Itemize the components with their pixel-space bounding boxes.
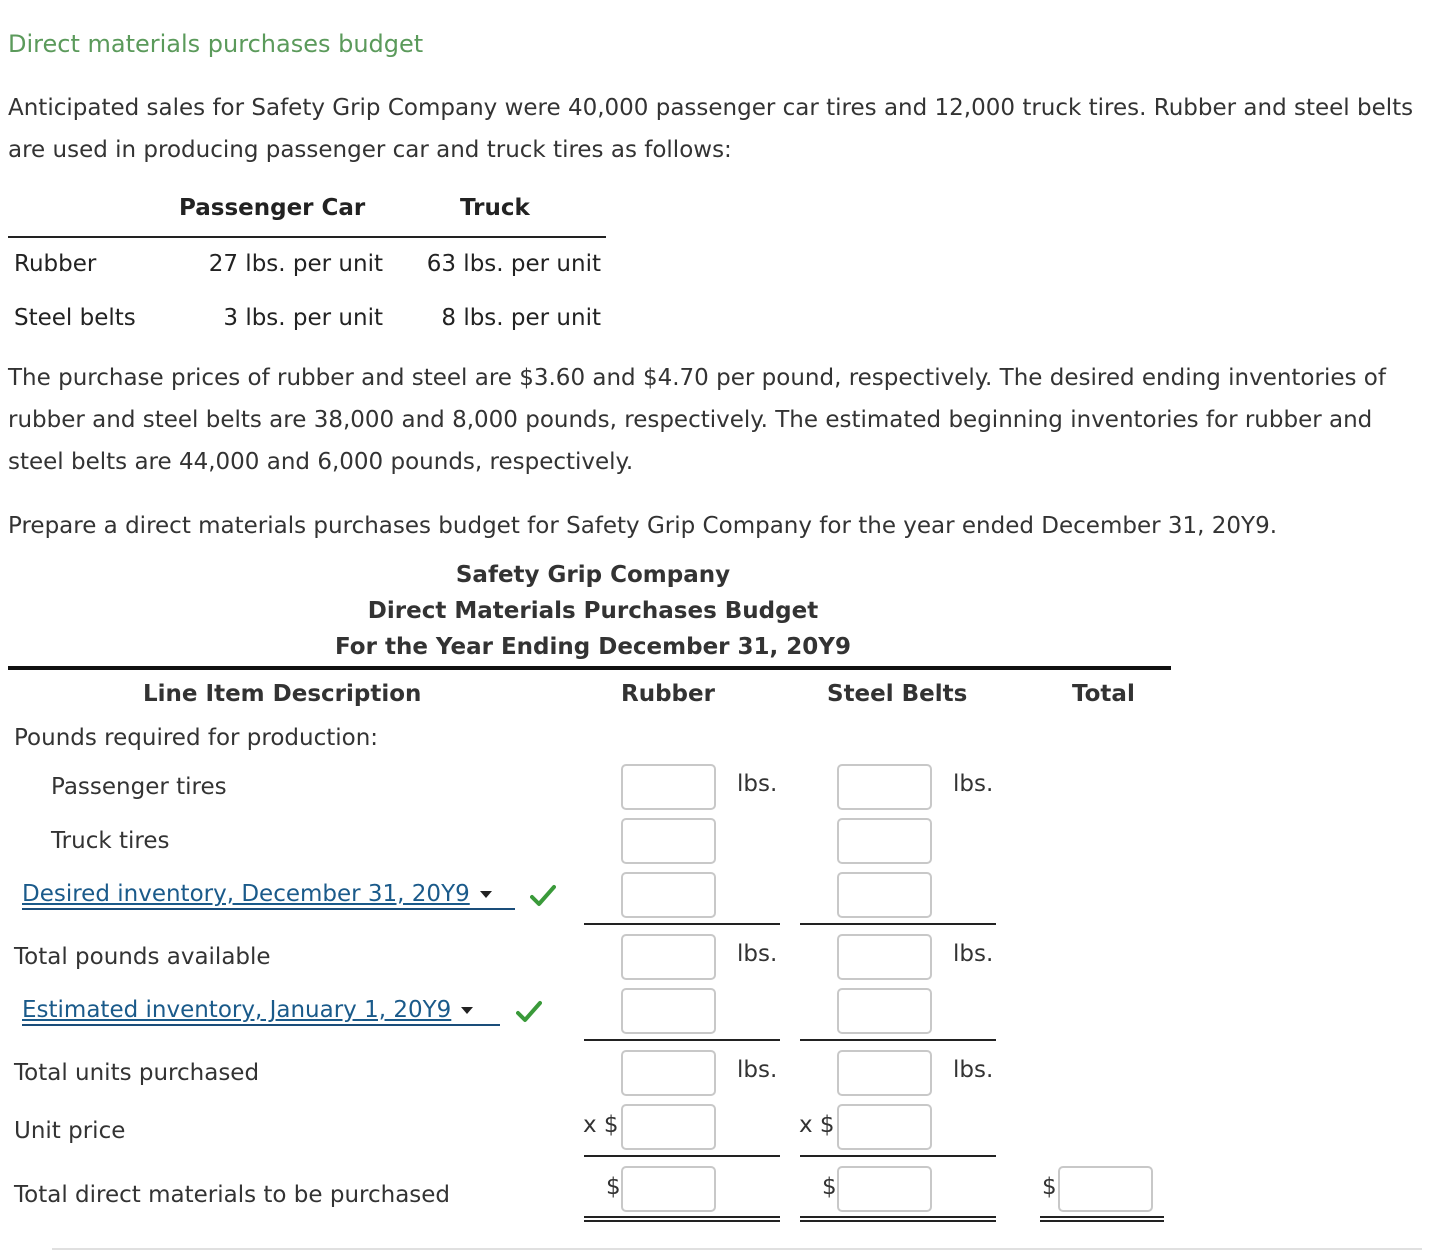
- row-unit-price: Unit price: [14, 1118, 126, 1144]
- dollar-label: $: [1042, 1174, 1057, 1200]
- desired-inventory-select-value: Desired inventory, December 31, 20Y9: [22, 881, 470, 907]
- steel-subtotal-rule: [800, 1039, 996, 1041]
- lbs-label: lbs.: [953, 771, 994, 797]
- row-passenger-tires: Passenger tires: [51, 774, 227, 800]
- intro-paragraph: Anticipated sales for Safety Grip Company were 40,000 passenger car tires and 12,000 truck tires. Rubber and steel belts are used in producing passenger car and truck tires as follows:: [8, 95, 1414, 163]
- grand-total-input[interactable]: [1058, 1166, 1153, 1212]
- check-icon: [530, 884, 556, 908]
- rubber-desired-input[interactable]: [621, 872, 716, 918]
- usage-cell: 63 lbs. per unit: [426, 251, 601, 277]
- estimated-inventory-select-value: Estimated inventory, January 1, 20Y9: [22, 997, 452, 1023]
- lbs-label: lbs.: [737, 771, 778, 797]
- steel-passenger-input[interactable]: [837, 764, 932, 810]
- rubber-subtotal-rule: [584, 923, 780, 925]
- rubber-total-input[interactable]: [621, 1166, 716, 1212]
- budget-period: For the Year Ending December 31, 20Y9: [335, 634, 851, 660]
- steel-estimated-input[interactable]: [837, 988, 932, 1034]
- times-dollar-label: x $: [583, 1112, 619, 1138]
- row-pounds-required: Pounds required for production:: [14, 725, 379, 751]
- prices-paragraph: The purchase prices of rubber and steel are $3.60 and $4.70 per pound, respectively. The desired ending inventories of rubber and steel belts are 38,000 and 8,000 pounds, respectively. The estimated beginning inventories for rubber and steel belts are 44,000 and 6,000 pounds, respectively.: [8, 365, 1386, 475]
- check-icon: [516, 1000, 542, 1024]
- budget-header-rule: [8, 666, 1171, 670]
- usage-row-label: Rubber: [14, 251, 97, 277]
- row-truck-tires: Truck tires: [51, 828, 170, 854]
- row-total-available: Total pounds available: [14, 944, 271, 970]
- rubber-passenger-input[interactable]: [621, 764, 716, 810]
- estimated-inventory-select[interactable]: [22, 996, 500, 1026]
- steel-truck-input[interactable]: [837, 818, 932, 864]
- footer-divider: [52, 1248, 1422, 1250]
- times-dollar-label: x $: [799, 1112, 835, 1138]
- usage-row-label: Steel belts: [14, 305, 136, 331]
- rubber-subtotal-rule: [584, 1155, 780, 1157]
- rubber-subtotal-rule: [584, 1039, 780, 1041]
- col-header-total: Total: [1072, 681, 1135, 707]
- steel-total-double-rule: [800, 1216, 996, 1222]
- usage-header-truck: Truck: [460, 195, 530, 221]
- usage-cell: 8 lbs. per unit: [441, 305, 601, 331]
- col-header-rubber: Rubber: [621, 681, 715, 707]
- rubber-total-available-input[interactable]: [621, 934, 716, 980]
- steel-units-input[interactable]: [837, 1050, 932, 1096]
- usage-cell: 3 lbs. per unit: [223, 305, 383, 331]
- usage-cell: 27 lbs. per unit: [208, 251, 383, 277]
- col-header-steel: Steel Belts: [827, 681, 968, 707]
- rubber-total-double-rule: [584, 1216, 780, 1222]
- steel-total-input[interactable]: [837, 1166, 932, 1212]
- lbs-label: lbs.: [953, 941, 994, 967]
- lbs-label: lbs.: [953, 1057, 994, 1083]
- lbs-label: lbs.: [737, 941, 778, 967]
- steel-subtotal-rule: [800, 923, 996, 925]
- dollar-label: $: [822, 1174, 837, 1200]
- row-total-direct: Total direct materials to be purchased: [14, 1182, 451, 1208]
- grand-total-double-rule: [1040, 1216, 1164, 1222]
- steel-price-input[interactable]: [837, 1104, 932, 1150]
- instruction-paragraph: Prepare a direct materials purchases budget for Safety Grip Company for the year ended December 31, 20Y9.: [8, 513, 1278, 539]
- chevron-down-icon: [480, 891, 492, 898]
- lbs-label: lbs.: [737, 1057, 778, 1083]
- budget-company: Safety Grip Company: [455, 562, 731, 588]
- steel-total-available-input[interactable]: [837, 934, 932, 980]
- steel-desired-input[interactable]: [837, 872, 932, 918]
- row-total-units: Total units purchased: [14, 1060, 260, 1086]
- usage-header-car: Passenger Car: [179, 195, 366, 221]
- usage-table-rule: [8, 236, 606, 238]
- steel-subtotal-rule: [800, 1155, 996, 1157]
- rubber-units-input[interactable]: [621, 1050, 716, 1096]
- budget-title: Direct Materials Purchases Budget: [367, 598, 819, 624]
- dollar-label: $: [606, 1174, 621, 1200]
- col-header-description: Line Item Description: [143, 681, 422, 707]
- desired-inventory-select[interactable]: [22, 880, 515, 910]
- rubber-estimated-input[interactable]: [621, 988, 716, 1034]
- rubber-truck-input[interactable]: [621, 818, 716, 864]
- page-heading: Direct materials purchases budget: [8, 30, 424, 58]
- rubber-price-input[interactable]: [621, 1104, 716, 1150]
- chevron-down-icon: [461, 1007, 473, 1014]
